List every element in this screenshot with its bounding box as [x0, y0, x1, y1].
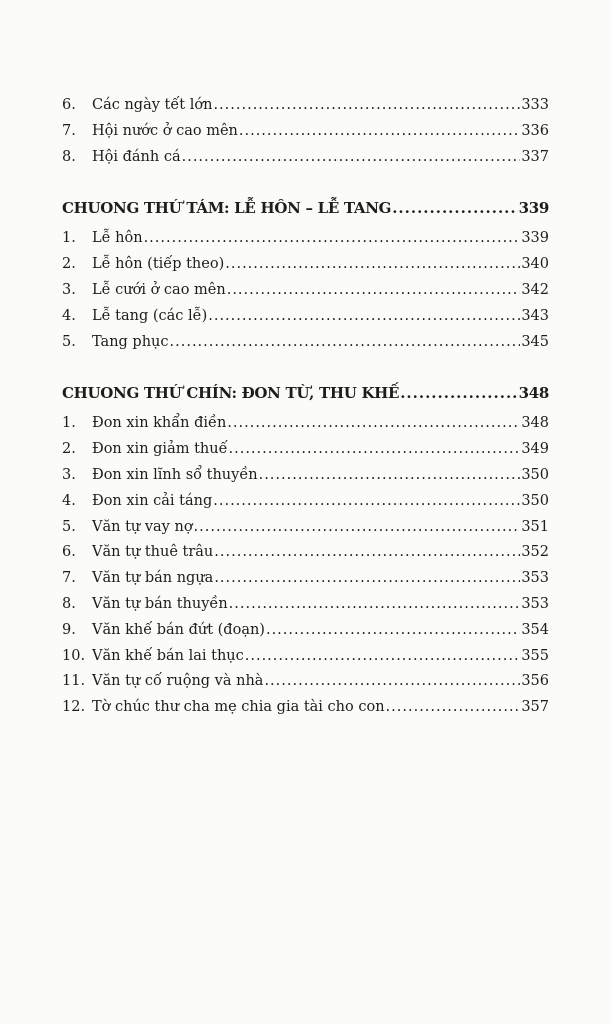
toc-entry	[62, 437, 549, 463]
entry-page: 333	[521, 97, 549, 113]
leader-dots	[225, 252, 520, 278]
table-of-contents	[62, 93, 549, 721]
leader-dots	[264, 669, 520, 695]
entry-title: Lễ tang (các lễ)	[92, 307, 208, 324]
entry-page: 356	[521, 673, 549, 690]
chapter-page: 348	[518, 384, 549, 403]
entry-page: 357	[521, 699, 549, 716]
entry-number: 2.	[62, 441, 76, 458]
leader-dots	[392, 196, 517, 222]
chapter-title: CHUONG THỨ TÁM: LỄ HÔN – LỄ TANG	[62, 199, 392, 218]
entry-number: 4.	[62, 307, 76, 324]
entry-page: 349	[521, 441, 549, 458]
entry-page: 340	[521, 256, 549, 273]
toc-entry	[62, 411, 549, 437]
entry-number: 8.	[62, 595, 76, 612]
section-gap	[62, 170, 549, 196]
entry-title: Các ngày tết lớn	[92, 97, 213, 113]
chapter-heading	[62, 196, 549, 226]
toc-entry	[62, 618, 549, 644]
entry-number: 5.	[62, 333, 76, 350]
toc-entry	[62, 489, 549, 515]
leader-dots	[182, 145, 521, 171]
entry-page: 350	[521, 466, 549, 483]
entry-page: 342	[521, 281, 549, 298]
entry-title: Tang phục	[92, 333, 169, 350]
entry-page: 353	[521, 595, 549, 612]
leader-dots	[239, 119, 520, 145]
leader-dots	[213, 489, 520, 515]
entry-page: 354	[521, 621, 549, 638]
entry-page: 355	[521, 647, 549, 664]
entry-page: 353	[521, 570, 549, 587]
entry-page: 343	[521, 307, 549, 324]
leader-dots	[245, 644, 521, 670]
leader-dots	[259, 463, 521, 489]
entry-number: 10.	[62, 647, 86, 664]
entry-number: 2.	[62, 256, 76, 273]
entry-page: 350	[521, 492, 549, 509]
entry-title: Văn tự thuê trâu	[92, 544, 214, 561]
entry-title: Đon xin khẩn điền	[92, 415, 227, 432]
entry-number: 11.	[62, 673, 86, 690]
leader-dots	[144, 226, 521, 252]
entry-number: 1.	[62, 230, 76, 247]
entry-number: 9.	[62, 621, 76, 638]
toc-entry	[62, 278, 549, 304]
toc-entry	[62, 592, 549, 618]
leader-dots	[227, 411, 520, 437]
entry-page: 336	[521, 122, 549, 139]
entry-page: 339	[521, 230, 549, 247]
toc-entry	[62, 226, 549, 252]
entry-number: 6.	[62, 97, 76, 113]
chapter-heading	[62, 381, 549, 411]
entry-number: 7.	[62, 122, 76, 139]
entry-title: Đon xin cải táng	[92, 492, 213, 509]
toc-entry	[62, 463, 549, 489]
toc-entry	[62, 330, 549, 356]
section-gap	[62, 355, 549, 381]
entry-page: 352	[521, 544, 549, 561]
entry-number: 12.	[62, 699, 86, 716]
entry-title: Tờ chúc thư cha mẹ chia gia tài cho con	[92, 699, 385, 716]
entry-number: 5.	[62, 518, 76, 535]
entry-page: 348	[521, 415, 549, 432]
entry-number: 3.	[62, 281, 76, 298]
entry-title: Văn tự cố ruộng và nhà	[92, 673, 264, 690]
entry-number: 6.	[62, 544, 76, 561]
toc-entry	[62, 540, 549, 566]
entry-title: Lễ cưới ở cao mên	[92, 281, 226, 298]
entry-page: 345	[521, 333, 549, 350]
entry-title: Hội nước ở cao mên	[92, 122, 238, 139]
leader-dots	[386, 695, 521, 721]
toc-entry	[62, 304, 549, 330]
entry-title: Hội đánh cá	[92, 148, 181, 165]
leader-dots	[214, 540, 520, 566]
leader-dots	[400, 381, 517, 407]
toc-entry	[62, 695, 549, 721]
entry-number: 8.	[62, 148, 76, 165]
entry-number: 1.	[62, 415, 76, 432]
toc-entry	[62, 515, 549, 541]
chapter-page: 339	[518, 199, 549, 218]
toc-entry	[62, 566, 549, 592]
entry-title: Đon xin giảm thuế	[92, 441, 228, 458]
entry-title: Lễ hôn	[92, 230, 143, 247]
entry-title: Văn tự vay nợ	[92, 518, 193, 535]
toc-entry	[62, 252, 549, 278]
leader-dots	[266, 618, 520, 644]
leader-dots	[194, 515, 521, 541]
entry-page: 337	[521, 148, 549, 165]
entry-title: Văn khế bán đứt (đoạn)	[92, 621, 265, 638]
leader-dots	[214, 566, 520, 592]
leader-dots	[213, 93, 520, 119]
toc-entry	[62, 644, 549, 670]
entry-number: 7.	[62, 570, 76, 587]
entry-title: Đon xin lĩnh sổ thuyền	[92, 466, 258, 483]
entry-page: 351	[521, 518, 549, 535]
leader-dots	[229, 592, 521, 618]
entry-title: Văn tự bán ngựa	[92, 570, 214, 587]
entry-title: Lễ hôn (tiếp theo)	[92, 256, 225, 273]
toc-entry	[62, 669, 549, 695]
chapter-title: CHUONG THỨ CHÍN: ĐON TỪ, THU KHẾ	[62, 384, 400, 403]
leader-dots	[227, 278, 521, 304]
entry-title: Văn khế bán lai thục	[92, 647, 244, 664]
entry-number: 4.	[62, 492, 76, 509]
leader-dots	[208, 304, 520, 330]
entry-number: 3.	[62, 466, 76, 483]
toc-entry	[62, 93, 549, 119]
leader-dots	[170, 330, 521, 356]
toc-entry	[62, 145, 549, 171]
entry-title: Văn tự bán thuyền	[92, 595, 228, 612]
leader-dots	[229, 437, 521, 463]
toc-entry	[62, 119, 549, 145]
